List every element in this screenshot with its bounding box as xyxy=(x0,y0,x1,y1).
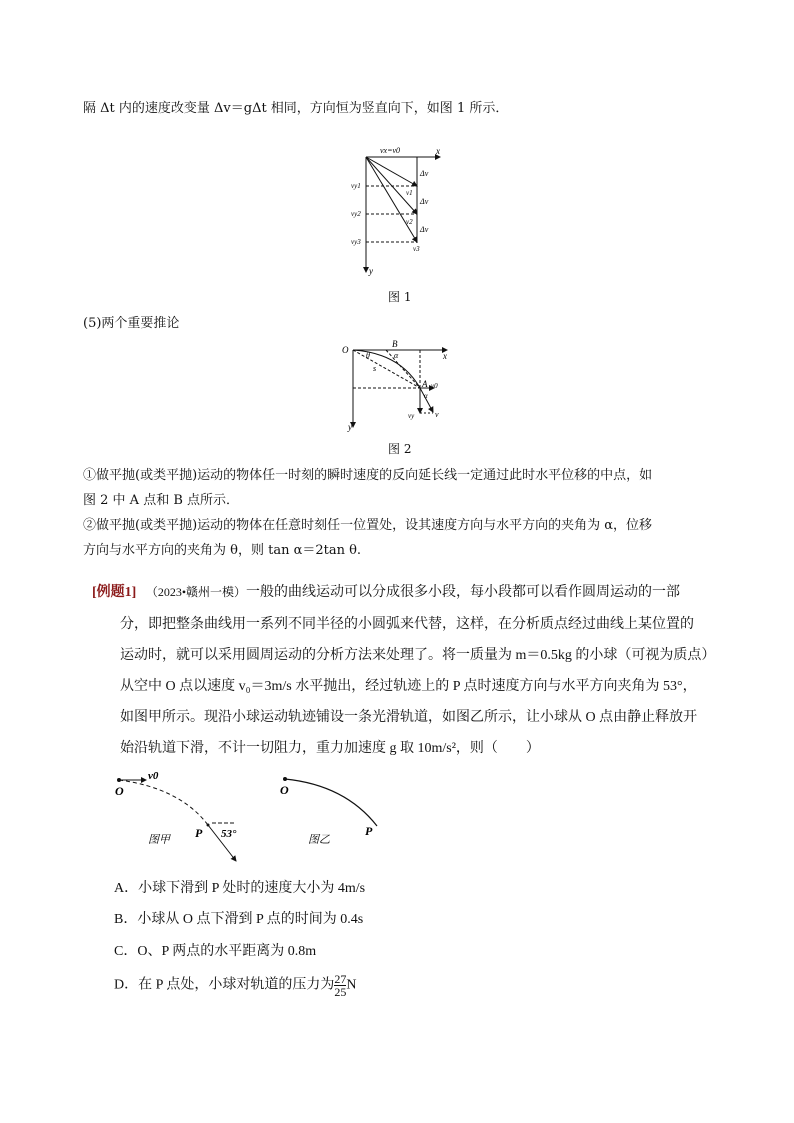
label-dv-1: Δv xyxy=(420,169,429,178)
label-v: v xyxy=(435,410,439,419)
figure-1-velocity-diagram xyxy=(340,140,460,280)
option-a: A．小球下滑到 P 处时的速度大小为 4m/s xyxy=(114,881,366,896)
label-vy1: vy1 xyxy=(351,182,361,190)
intro-text: 隔 Δt 内的速度改变量 Δv＝gΔt 相同，方向恒为竖直向下，如图 1 所示． xyxy=(83,101,509,116)
label-v2: v2 xyxy=(406,218,413,226)
option-c: C．O、P 两点的水平距离为 0.8m xyxy=(114,944,317,959)
option-b: B．小球从 O 点下滑到 P 点的时间为 0.4s xyxy=(114,912,364,927)
label-O: O xyxy=(342,345,349,355)
inference-2-line-1: ②做平抛(或类平抛)运动的物体在任意时刻任一位置处，设其速度方向与水平方向的夹角为 α，位移 xyxy=(83,518,653,533)
figure-2-caption: 图 2 xyxy=(388,442,412,456)
fraction-numerator: 27 xyxy=(334,972,347,986)
label-O: O xyxy=(280,783,289,797)
label-angle: 53° xyxy=(221,828,237,840)
caption-jia: 图甲 xyxy=(148,834,170,846)
example-line-4: 从空中 O 点以速度 v₀＝3m/s 水平抛出，经过轨迹上的 P 点时速度方向与水平方向夹角为 53°， xyxy=(120,679,697,694)
label-P: P xyxy=(365,824,373,838)
fraction xyxy=(334,973,346,998)
label-vx: vx=v0 xyxy=(380,146,401,155)
label-P: P xyxy=(195,826,203,840)
label-vy: vy xyxy=(408,412,415,420)
example-line-5: 如图甲所示。现沿小球运动轨迹铺设一条光滑轨道，如图乙所示，让小球从 O 点由静止释放开 xyxy=(120,710,698,725)
example-source: （2023•赣州一模） xyxy=(145,585,247,599)
example-line-6: 始沿轨道下滑，不计一切阻力，重力加速度 g 取 10m/s²，则（ ） xyxy=(120,741,540,756)
label-vy2: vy2 xyxy=(351,210,361,218)
label-y: y xyxy=(369,266,373,276)
label-s: s xyxy=(373,364,377,373)
label-alpha-B: α xyxy=(394,351,399,360)
example-line-3: 运动时，就可以采用圆周运动的分析方法来处理了。将一质量为 m＝0.5kg 的小球（可视为质点） xyxy=(120,648,716,663)
example-line-1: 一般的曲线运动可以分成很多小段，每小段都可以看作圆周运动的一部 xyxy=(246,585,681,600)
label-vy3: vy3 xyxy=(351,238,361,246)
label-dv-3: Δv xyxy=(420,225,429,234)
label-A: A xyxy=(422,379,428,389)
label-x: x xyxy=(443,351,447,361)
label-v3: v3 xyxy=(413,245,420,253)
fraction-denominator: 25 xyxy=(334,985,347,999)
inference-1-line-1: ①做平抛(或类平抛)运动的物体任一时刻的瞬时速度的反向延长线一定通过此时水平位移的中点，如 xyxy=(83,468,653,483)
label-alpha-A: α xyxy=(424,392,428,400)
label-y: y xyxy=(348,422,352,432)
label-theta: θ xyxy=(366,351,370,360)
option-d-text: D．在 P 点处，小球对轨道的压力为 xyxy=(114,977,335,993)
figure-1-caption: 图 1 xyxy=(388,290,412,304)
example-tag: [例题1] xyxy=(92,585,137,600)
option-d-unit: N xyxy=(346,977,357,993)
label-v0: v0 xyxy=(431,382,438,390)
label-v1: v1 xyxy=(406,189,413,197)
example-line-2: 分，即把整条曲线用一系列不同半径的小圆弧来代替，这样，在分析质点经过曲线上某位置的 xyxy=(120,617,694,632)
option-d xyxy=(114,973,357,998)
figure-jia xyxy=(110,760,260,865)
figure-2-projectile-diagram xyxy=(340,335,460,435)
label-O: O xyxy=(115,784,124,798)
inference-2-line-2: 方向与水平方向的夹角为 θ，则 tan α＝2tan θ. xyxy=(83,543,362,558)
label-x: x xyxy=(436,146,440,156)
section-5-title: (5)两个重要推论 xyxy=(83,316,180,331)
label-dv-2: Δv xyxy=(420,197,429,206)
inference-1-line-2: 图 2 中 A 点和 B 点所示． xyxy=(83,493,240,508)
caption-yi: 图乙 xyxy=(308,834,330,846)
label-v0: v0 xyxy=(148,770,159,782)
example-first-line xyxy=(92,581,680,601)
figure-yi xyxy=(275,760,395,860)
label-B: B xyxy=(392,339,398,349)
